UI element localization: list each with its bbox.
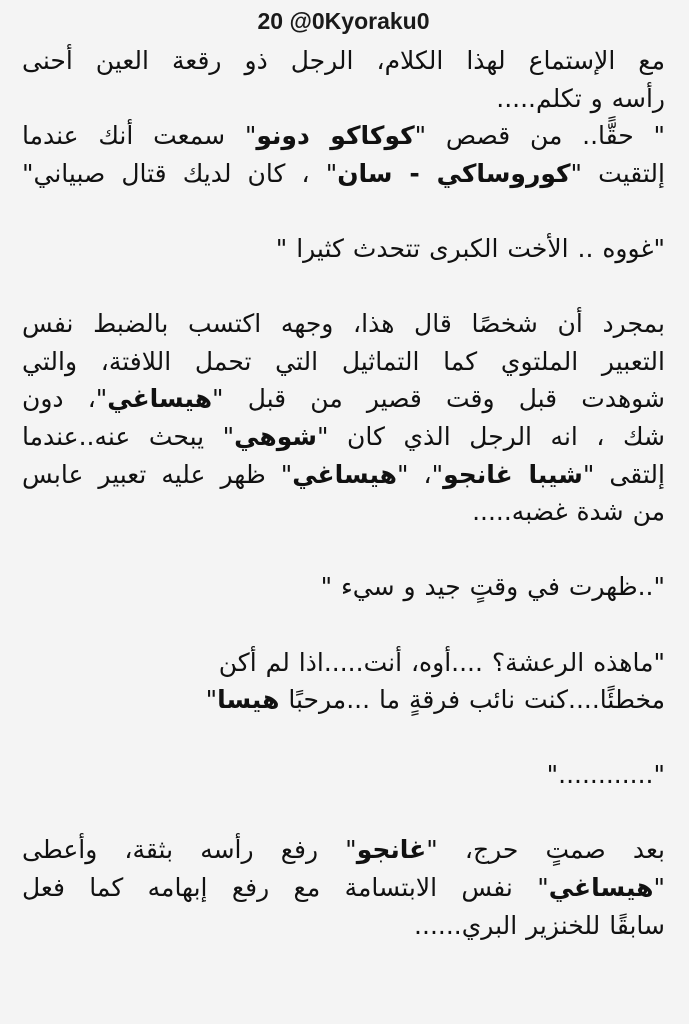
text-run: " يبحث عنه..عندما [22, 421, 235, 451]
text-line [22, 456, 665, 494]
text-line [22, 380, 665, 418]
bold-name: هيساغي [548, 873, 654, 903]
bold-name: كوكاكو دونو [256, 121, 415, 151]
bold-name: شوهي [234, 421, 318, 451]
paragraph-7 [22, 756, 665, 794]
paragraph-1 [22, 42, 665, 117]
text-run: " حقًّا.. من قصص " [414, 121, 666, 151]
blank-line [22, 268, 665, 306]
text-line [22, 117, 665, 155]
text-line: "..ظهرت في وقتٍ جيد و سيء " [320, 572, 665, 602]
bold-name: هيساغي [107, 384, 213, 414]
text-line: من شدة غضبه..... [472, 497, 665, 527]
text-line: سابقًا للخنزير البري...... [414, 910, 665, 940]
text-run: مخطئًا....كنت نائب فرقةٍ ما ...مرحبًا [279, 685, 665, 715]
text-line [22, 418, 665, 456]
page-header: 20 @0Kyoraku0 [257, 8, 430, 34]
text-line: "............" [546, 760, 665, 790]
text-run: " [653, 873, 665, 903]
text-line: التعبير الملتوي كما التماثيل التي تحمل اللافتة، والتي [22, 346, 665, 376]
text-line: "غووه .. الأخت الكبرى تتحدث كثيرا " [275, 233, 665, 263]
blank-line [22, 606, 665, 644]
paragraph-3 [22, 230, 665, 268]
bold-name: هيسا [217, 685, 280, 715]
text-line [22, 155, 665, 193]
text-line: مع الإستماع لهذا الكلام، الرجل ذو رقعة العين أحنى [22, 46, 665, 75]
bold-name: هيساغي [292, 459, 398, 489]
text-run: "، " [397, 459, 444, 489]
text-run: شك ، انه الرجل الذي كان " [317, 421, 666, 451]
text-line [22, 869, 665, 907]
story-text [22, 42, 665, 944]
text-line: "ماهذه الرعشة؟ ....أوه، أنت.....اذا لم أكن [218, 647, 665, 677]
bold-name: كوروساكي - سان [337, 158, 571, 188]
blank-line [22, 794, 665, 832]
bold-name: غانجو [356, 835, 427, 865]
text-run: إلتقيت " [570, 158, 665, 188]
text-run: شوهدت قبل وقت قصير من قبل " [212, 384, 665, 414]
blank-line [22, 531, 665, 569]
text-line [22, 831, 665, 869]
paragraph-5 [22, 568, 665, 606]
paragraph-2 [22, 117, 665, 192]
text-run: " ، كان لديك قتال صبياني" [22, 158, 338, 188]
paragraph-4 [22, 305, 665, 531]
text-run: " رفع رأسه بثقة، وأعطى [22, 835, 357, 865]
text-line: بمجرد أن شخصًا قال هذا، وجهه اكتسب بالضبط نفس [22, 309, 665, 339]
paragraph-8 [22, 831, 665, 944]
text-run: " سمعت أنك عندما [22, 121, 257, 151]
text-line: رأسه و تكلم..... [496, 83, 665, 113]
blank-line [22, 719, 665, 757]
text-run: " [205, 685, 218, 715]
text-run: " ظهر عليه تعبير عابس [22, 459, 293, 489]
blank-line [22, 192, 665, 230]
text-run: إلتقى " [582, 459, 665, 489]
paragraph-6 [22, 644, 665, 719]
text-run: "، دون [22, 384, 108, 414]
text-line [22, 681, 665, 719]
bold-name: شيبا غانجو [443, 459, 583, 489]
text-run: " نفس الابتسامة مع رفع إبهامه كما فعل [22, 873, 549, 903]
text-run: بعد صمتٍ حرج، " [426, 835, 665, 865]
